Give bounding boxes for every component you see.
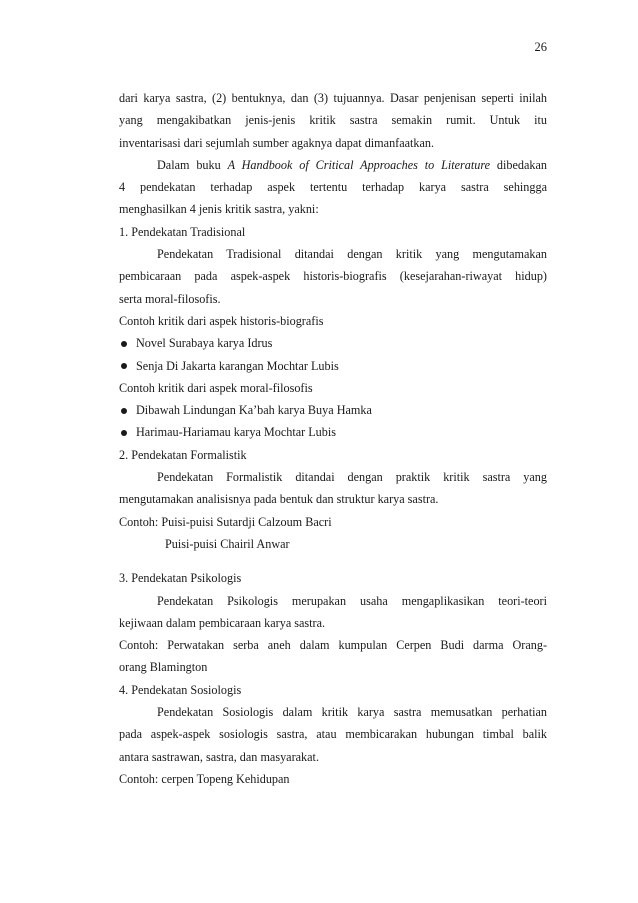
- text-line: Contoh: Perwatakan serba aneh dalam kumpulan Cerpen Budi darma Orang-: [119, 638, 547, 653]
- text-line: Pendekatan Sosiologis dalam kritik karya sastra memusatkan perhatian: [157, 705, 547, 720]
- text-line: Pendekatan Tradisional ditandai dengan kritik yang mengutamakan: [157, 247, 547, 262]
- text-line: serta moral-filosofis.: [119, 291, 221, 306]
- text-line: 4 pendekatan terhadap aspek tertentu terhadap karya sastra sehingga: [119, 180, 547, 195]
- bullet-item: [119, 421, 547, 443]
- bullet-item: [119, 332, 547, 354]
- text-line: Puisi-puisi Chairil Anwar: [165, 536, 290, 551]
- text-line: Contoh kritik dari aspek historis-biografis: [119, 313, 324, 328]
- page-number: 26: [534, 40, 547, 54]
- text-line: Contoh: Puisi-puisi Sutardji Calzoum Bacri: [119, 514, 332, 529]
- bullet-text: Senja Di Jakarta karangan Mochtar Lubis: [136, 358, 339, 373]
- bullet-item: [119, 355, 547, 377]
- text-line: yang mengakibatkan jenis-jenis kritik sastra semakin rumit. Untuk itu: [119, 113, 547, 128]
- text-line: Contoh kritik dari aspek moral-filosofis: [119, 380, 313, 395]
- bullet-icon: [121, 341, 127, 347]
- text-fragment: dibedakan: [490, 157, 547, 172]
- text-line: Pendekatan Psikologis merupakan usaha mengaplikasikan teori-teori: [157, 593, 547, 608]
- text-fragment: Dalam buku: [157, 157, 228, 172]
- section-heading: 1. Pendekatan Tradisional: [119, 224, 246, 239]
- bullet-icon: [121, 430, 127, 436]
- bullet-text: Harimau-Hariamau karya Mochtar Lubis: [136, 425, 336, 440]
- section-heading: 2. Pendekatan Formalistik: [119, 447, 247, 462]
- bullet-item: [119, 399, 547, 421]
- section-heading: 4. Pendekatan Sosiologis: [119, 682, 242, 697]
- bullet-icon: [121, 363, 127, 369]
- text-line: kejiwaan dalam pembicaraan karya sastra.: [119, 615, 326, 630]
- bullet-icon: [121, 408, 127, 414]
- text-line: Contoh: cerpen Topeng Kehidupan: [119, 771, 290, 786]
- text-line: antara sastrawan, sastra, dan masyarakat.: [119, 749, 319, 764]
- page-body: [119, 87, 547, 790]
- text-line: dari karya sastra, (2) bentuknya, dan (3) tujuannya. Dasar penjenisan seperti inilah: [119, 91, 547, 105]
- text-line: pada aspek-aspek sosiologis sastra, atau membicarakan hubungan timbal balik: [119, 727, 547, 742]
- text-line: pembicaraan pada aspek-aspek historis-biografis (kesejarahan-riwayat hidup): [119, 269, 547, 284]
- text-line: Pendekatan Formalistik ditandai dengan praktik kritik sastra yang: [157, 470, 547, 485]
- book-title: A Handbook of Critical Approaches to Literature: [227, 157, 491, 172]
- text-line: inventarisasi dari sejumlah sumber agaknya dapat dimanfaatkan.: [119, 135, 435, 150]
- text-line: orang Blamington: [119, 660, 208, 675]
- bullet-text: Dibawah Lindungan Ka’bah karya Buya Hamka: [136, 403, 372, 418]
- text-line: menghasilkan 4 jenis kritik sastra, yakni:: [119, 202, 319, 217]
- text-line: [119, 154, 547, 176]
- spacer: [119, 555, 547, 567]
- bullet-text: Novel Surabaya karya Idrus: [136, 336, 273, 351]
- section-heading: 3. Pendekatan Psikologis: [119, 571, 242, 586]
- text-line: mengutamakan analisisnya pada bentuk dan struktur karya sastra.: [119, 492, 439, 507]
